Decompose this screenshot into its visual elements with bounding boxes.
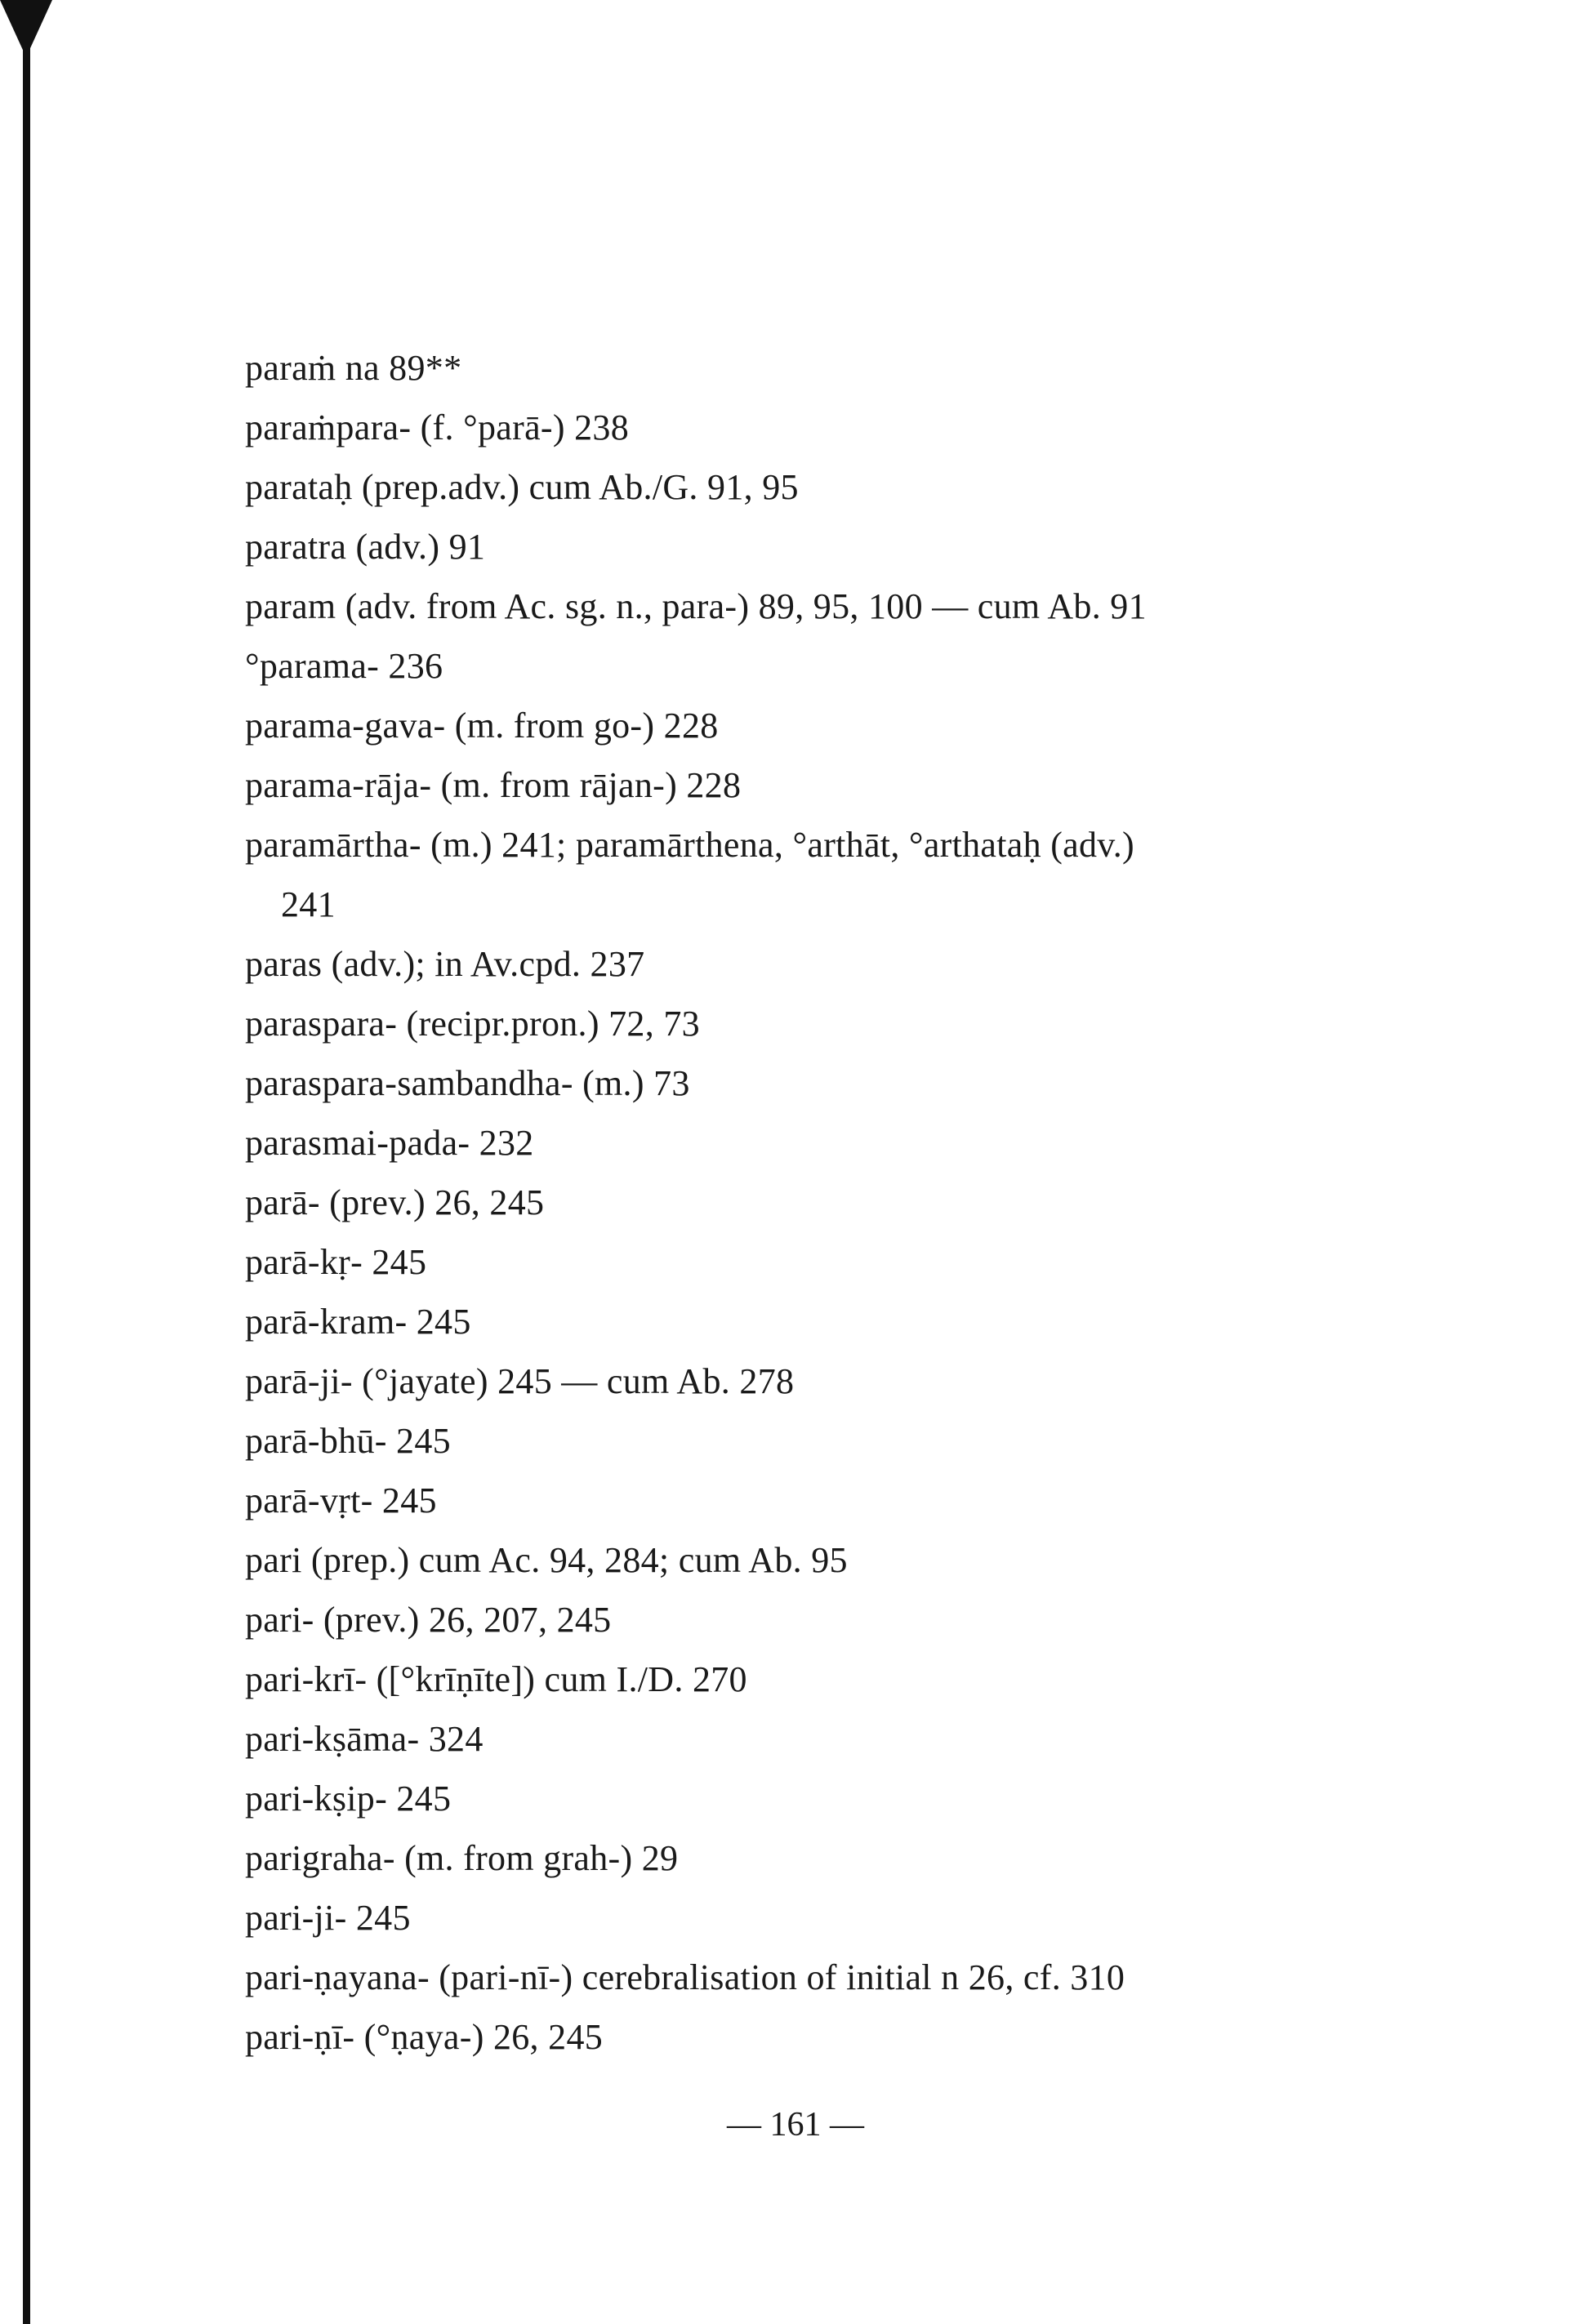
index-entry: pari-krī- ([°krīṇīte]) cum I./D. 270 xyxy=(245,1659,747,1699)
index-entry: pari-kṣāma- 324 xyxy=(245,1719,484,1759)
index-entry: pari (prep.) cum Ac. 94, 284; cum Ab. 95 xyxy=(245,1540,848,1580)
index-entry: paratra (adv.) 91 xyxy=(245,527,486,567)
index-entry: °parama- 236 xyxy=(245,646,443,686)
index-entry: parigraha- (m. from grah-) 29 xyxy=(245,1838,679,1878)
index-entry: parā- (prev.) 26, 245 xyxy=(245,1182,545,1222)
index-entry-list xyxy=(245,338,1388,2067)
index-entry: pari- (prev.) 26, 207, 245 xyxy=(245,1600,612,1640)
index-entry: param (adv. from Ac. sg. n., para-) 89, 95, 100 — cum Ab. 91 xyxy=(245,586,1147,626)
index-entry: parā-bhū- 245 xyxy=(245,1421,451,1461)
index-entry: parā-kṛ- 245 xyxy=(245,1242,427,1282)
binding-edge xyxy=(23,0,30,2324)
index-entry: paramārtha- (m.) 241; paramārthena, °arthāt, °arthataḥ (adv.) xyxy=(245,825,1134,865)
index-entry: paraspara- (recipr.pron.) 72, 73 xyxy=(245,1004,700,1044)
index-entry: pari-ji- 245 xyxy=(245,1898,411,1938)
index-entry: parama-rāja- (m. from rājan-) 228 xyxy=(245,765,742,805)
index-entry: paraṁpara- (f. °parā-) 238 xyxy=(245,407,630,447)
index-entry: parasmai-pada- 232 xyxy=(245,1123,534,1163)
index-entry: parataḥ (prep.adv.) cum Ab./G. 91, 95 xyxy=(245,467,799,507)
index-entry: parā-ji- (°jayate) 245 — cum Ab. 278 xyxy=(245,1361,795,1401)
index-entry: parā-kram- 245 xyxy=(245,1302,471,1342)
index-entry: paras (adv.); in Av.cpd. 237 xyxy=(245,944,645,984)
index-entry: parā-vṛt- 245 xyxy=(245,1480,437,1520)
page-number: — 161 — xyxy=(727,2106,864,2144)
index-entry: pari-ṇī- (°ṇaya-) 26, 245 xyxy=(245,2017,604,2057)
index-entry: paraṁ na 89** xyxy=(245,348,462,388)
index-entry-continuation: 241 xyxy=(281,884,336,924)
index-entry: pari-kṣip- 245 xyxy=(245,1779,452,1819)
index-entry: paraspara-sambandha- (m.) 73 xyxy=(245,1063,690,1103)
index-entry: pari-ṇayana- (pari-nī-) cerebralisation of initial n 26, cf. 310 xyxy=(245,1957,1125,1997)
index-entry: parama-gava- (m. from go-) 228 xyxy=(245,706,719,746)
